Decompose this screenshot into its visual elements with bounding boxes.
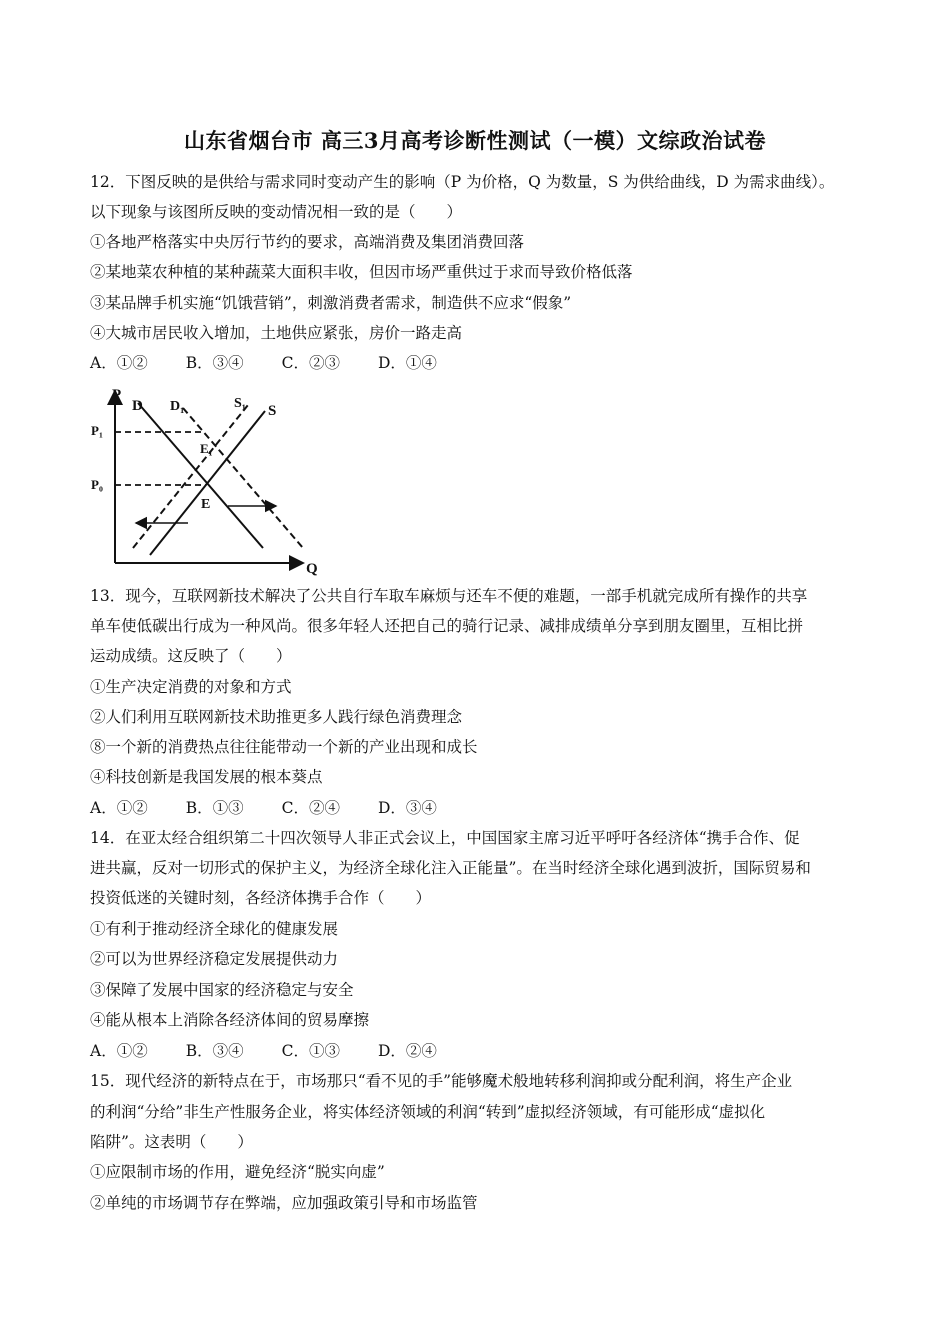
q14-item-4: ④能从根本上消除各经济体间的贸易摩擦 <box>90 1011 370 1029</box>
p0-label: P₀ <box>91 477 103 492</box>
q13-option-a: A．①② <box>90 799 148 817</box>
q13-option-d: D．③④ <box>377 799 437 817</box>
page-title: 山东省烟台市 高三3月高考诊断性测试（一模）文综政治试卷 <box>184 128 766 153</box>
q14-option-a: A．①② <box>90 1042 148 1060</box>
q13-item-4: ④科技创新是我国发展的根本葵点 <box>90 768 323 786</box>
q13-option-b: B．①③ <box>185 799 244 817</box>
q12-item-4: ④大城市居民收入增加，土地供应紧张，房价一路走高 <box>90 324 463 342</box>
s-curve-label: S <box>268 403 277 419</box>
q14-stem-line-2: 进共赢，反对一切形式的保护主义，为经济全球化注入正能量”。在当时经济全球化遇到波折，国际贸易和 <box>90 859 811 877</box>
q12-option-a: A．①② <box>90 354 148 372</box>
q13-options <box>90 798 475 818</box>
q14-option-b: B．③④ <box>185 1042 244 1060</box>
q13-option-c: C．②④ <box>281 799 340 817</box>
q14-item-1: ①有利于推动经济全球化的健康发展 <box>90 920 339 938</box>
q15-stem-line-1: 15．现代经济的新特点在于，市场那只“看不见的手”能够魔术般地转移利润抑或分配利润，将生产企业 <box>90 1072 793 1090</box>
q12-item-3: ③某品牌手机实施“饥饿营销”，刺激消费者需求，制造供不应求“假象” <box>90 294 572 312</box>
e-point-label: E <box>201 497 211 512</box>
q13-stem-line-3: 运动成绩。这反映了（ ） <box>90 647 292 665</box>
q15-stem-line-3: 陷阱”。这表明（ ） <box>90 1133 253 1151</box>
d1-curve-label: D₁ <box>170 399 185 414</box>
q12-option-b: B．③④ <box>185 354 244 372</box>
demand-curve-d <box>138 403 263 548</box>
q12-stem-line-1: 12．下图反映的是供给与需求同时变动产生的影响（P 为价格，Q 为数量，S 为供给曲线，D 为需求曲线）。 <box>90 173 835 191</box>
q14-option-d: D．②④ <box>377 1042 437 1060</box>
q12-options <box>90 353 475 373</box>
supply-demand-graph <box>88 383 338 578</box>
q12-stem-line-2: 以下现象与该图所反映的变动情况相一致的是（ ） <box>90 203 463 221</box>
q14-stem-line-3: 投资低迷的关键时刻，各经济体携手合作（ ） <box>90 889 432 907</box>
q14-options <box>90 1041 475 1061</box>
s1-curve-label: S₁ <box>234 396 246 411</box>
q13-stem-line-1: 13．现今，互联网新技术解决了公共自行车取车麻烦与还车不便的难题，一部手机就完成所有操作的共享 <box>90 587 808 605</box>
p-axis-label: P <box>112 387 122 403</box>
q14-item-3: ③保障了发展中国家的经济稳定与安全 <box>90 981 354 999</box>
demand-curve-d1 <box>183 408 303 548</box>
q13-item-3: ⑧一个新的消费热点往往能带动一个新的产业出现和成长 <box>90 738 478 756</box>
q12-option-c: C．②③ <box>281 354 340 372</box>
q14-item-2: ②可以为世界经济稳定发展提供动力 <box>90 950 339 968</box>
supply-curve-s1 <box>133 405 248 548</box>
p1-label: P₁ <box>91 423 103 438</box>
q15-item-2: ②单纯的市场调节存在弊端，应加强政策引导和市场监管 <box>90 1194 478 1212</box>
d-curve-label: D <box>132 398 143 414</box>
e1-point-label: E₁ <box>200 441 213 456</box>
q13-item-2: ②人们利用互联网新技术助推更多人践行绿色消费理念 <box>90 708 463 726</box>
q12-item-1: ①各地严格落实中央厉行节约的要求，高端消费及集团消费回落 <box>90 233 525 251</box>
q15-stem-line-2: 的利润“分给”非生产性服务企业，将实体经济领域的利润“转到”虚拟经济领域，有可能形成“虚拟化 <box>90 1103 766 1121</box>
q12-option-d: D．①④ <box>377 354 437 372</box>
q15-item-1: ①应限制市场的作用，避免经济“脱实向虚” <box>90 1163 385 1181</box>
q13-item-1: ①生产决定消费的对象和方式 <box>90 678 292 696</box>
q14-option-c: C．①③ <box>281 1042 340 1060</box>
q-axis-label: Q <box>306 561 318 577</box>
q14-stem-line-1: 14．在亚太经合组织第二十四次领导人非正式会议上，中国国家主席习近平呼吁各经济体“携手合作、促 <box>90 829 800 847</box>
q12-item-2: ②某地菜农种植的某种蔬菜大面积丰收，但因市场严重供过于求而导致价格低落 <box>90 263 633 281</box>
q13-stem-line-2: 单车使低碳出行成为一种风尚。很多年轻人还把自己的骑行记录、减排成绩单分享到朋友圈里，互相比拼 <box>90 617 804 635</box>
